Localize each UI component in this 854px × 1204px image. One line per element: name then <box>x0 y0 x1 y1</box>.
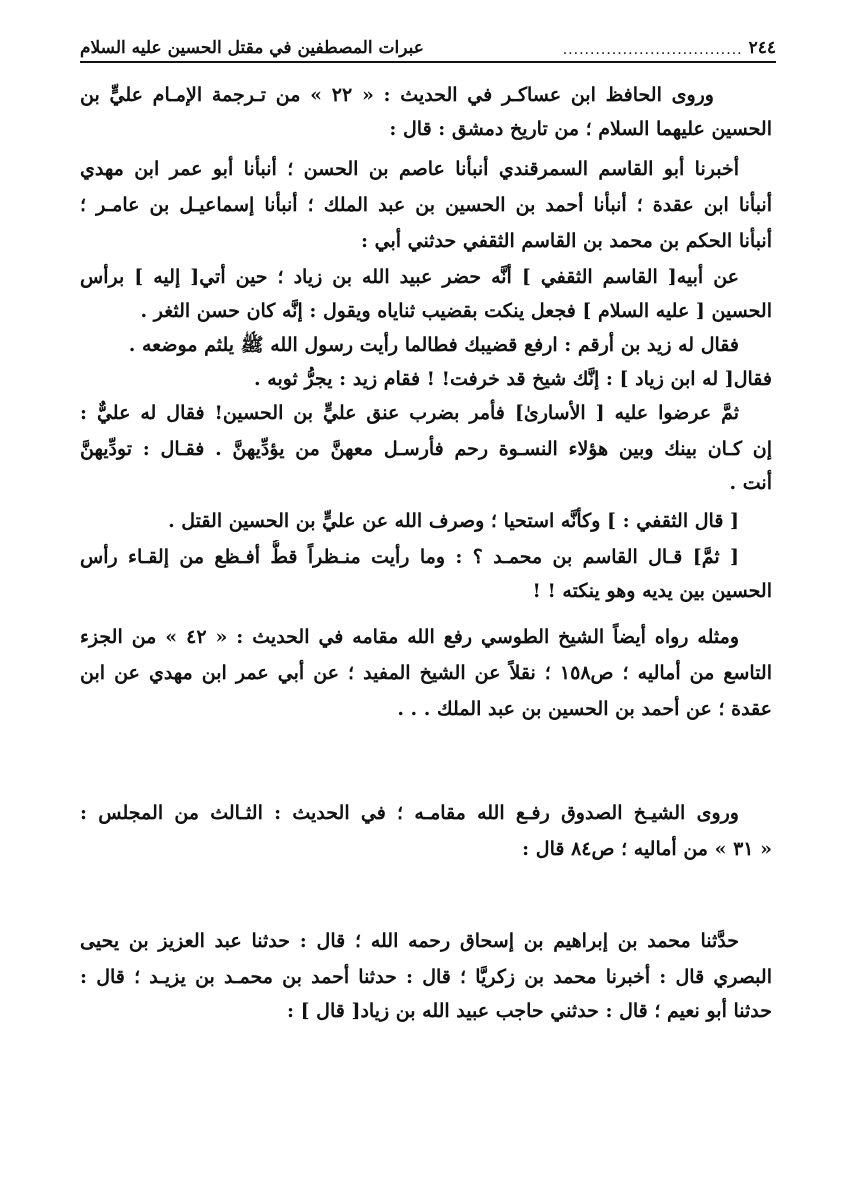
text-line: إن كـان بينك وبين هؤلاء النسـوة رحم فأرسـل معهنَّ من يؤدِّيهنَّ . فقـال : تودِّيهنَّ <box>80 438 772 460</box>
text-line: فقال له زيد بن أرقم : ارفع قضيبك فطالما رأيت رسول الله ﷺ يلثم موضعه . <box>128 334 739 356</box>
text-line: عن أبيه[ القاسم الثقفي ] أنَّه حضر عبيد الله بن زياد ؛ حين أتي[ إليه ] برأس <box>80 266 739 288</box>
running-title: عبرات المصطفين في مقتل الحسين عليه السلام <box>80 38 424 58</box>
text-line: الحسين عليهما السلام ؛ من تاريخ دمشق : قال : <box>389 118 772 140</box>
text-line: ثمَّ عرضوا عليه [ الأسارىٰ] فأمر بضرب عنق عليٍّ بن الحسين! فقال له عليٌّ : <box>80 402 739 424</box>
text-line: [ ثمَّ] قـال القاسم بن محمـد ؟ : وما رأيت منـظراً قطُّ أفـظع من إلقـاء رأس <box>80 546 739 568</box>
text-line: وروى الشيـخ الصدوق رفـع الله مقامـه ؛ في الحديث : الثـالث من المجلس : <box>80 802 739 824</box>
text-line: وروى الحافظ ابن عساكـر في الحديث : « ٢٢ » من تـرجمة الإمـام عليٍّ بن <box>80 84 714 106</box>
text-line: التاسع من أماليه ؛ ص١٥٨ ؛ نقلاً عن الشيخ المفيد ؛ عن أبي عمر ابن مهدي عن ابن <box>80 662 772 684</box>
text-line: حدثنا أبو نعيم ؛ قال : حدثني حاجب عبيد الله بن زياد[ قال ] : <box>286 1000 772 1022</box>
text-line: ومثله رواه أيضاً الشيخ الطوسي رفع الله مقامه في الحديث : « ٤٢ » من الجزء <box>80 626 739 648</box>
text-line: الحسين بين يديه وهو ينكته ! ! <box>532 580 772 602</box>
text-line: أنبأنا الحكم بن محمد بن القاسم الثقفي حدثني أبي : <box>361 230 772 252</box>
text-line: أنت . <box>729 472 772 494</box>
text-line: البصري قال : أخبرنا محمد بن زكريَّا ؛ قال : حدثنا أحمد بن محمـد بن يزيـد ؛ قال : <box>80 966 772 988</box>
header-dots: ................................. <box>562 42 743 58</box>
text-line: [ قال الثقفي : ] وكأنَّه استحيا ؛ وصرف الله عن عليٍّ بن الحسين القتل . <box>168 510 739 532</box>
text-line: أنبأنا ابن عقدة ؛ أنبأنا أحمد بن الحسين بن عبد الملك ؛ أنبأنا إسماعيـل بن عامـر ؛ <box>80 194 772 216</box>
text-line: عقدة ؛ عن أحمد بن الحسين بن عبد الملك . . . <box>397 698 772 720</box>
text-line: حدَّثنا محمد بن إبراهيم بن إسحاق رحمه الله ؛ قال : حدثنا عبد العزيز بن يحيى <box>80 930 739 952</box>
page-header <box>80 28 776 63</box>
text-line: الحسين [ عليه السلام ] فجعل ينكت بقضيب ثناياه ويقول : إنَّه كان حسن الثغر . <box>140 300 772 322</box>
text-line: أخبرنا أبو القاسم السمرقندي أنبأنا عاصم بن الحسن ؛ أنبأنا أبو عمر ابن مهدي <box>80 158 739 180</box>
text-line: « ٣١ » من أماليه ؛ ص٨٤ قال : <box>522 838 772 860</box>
page-number: ٢٤٤ <box>748 38 776 58</box>
text-line: فقال[ له ابن زياد ] : إنَّك شيخ قد خرفت! ! فقام زيد : يجرُّ ثوبه . <box>254 368 772 390</box>
